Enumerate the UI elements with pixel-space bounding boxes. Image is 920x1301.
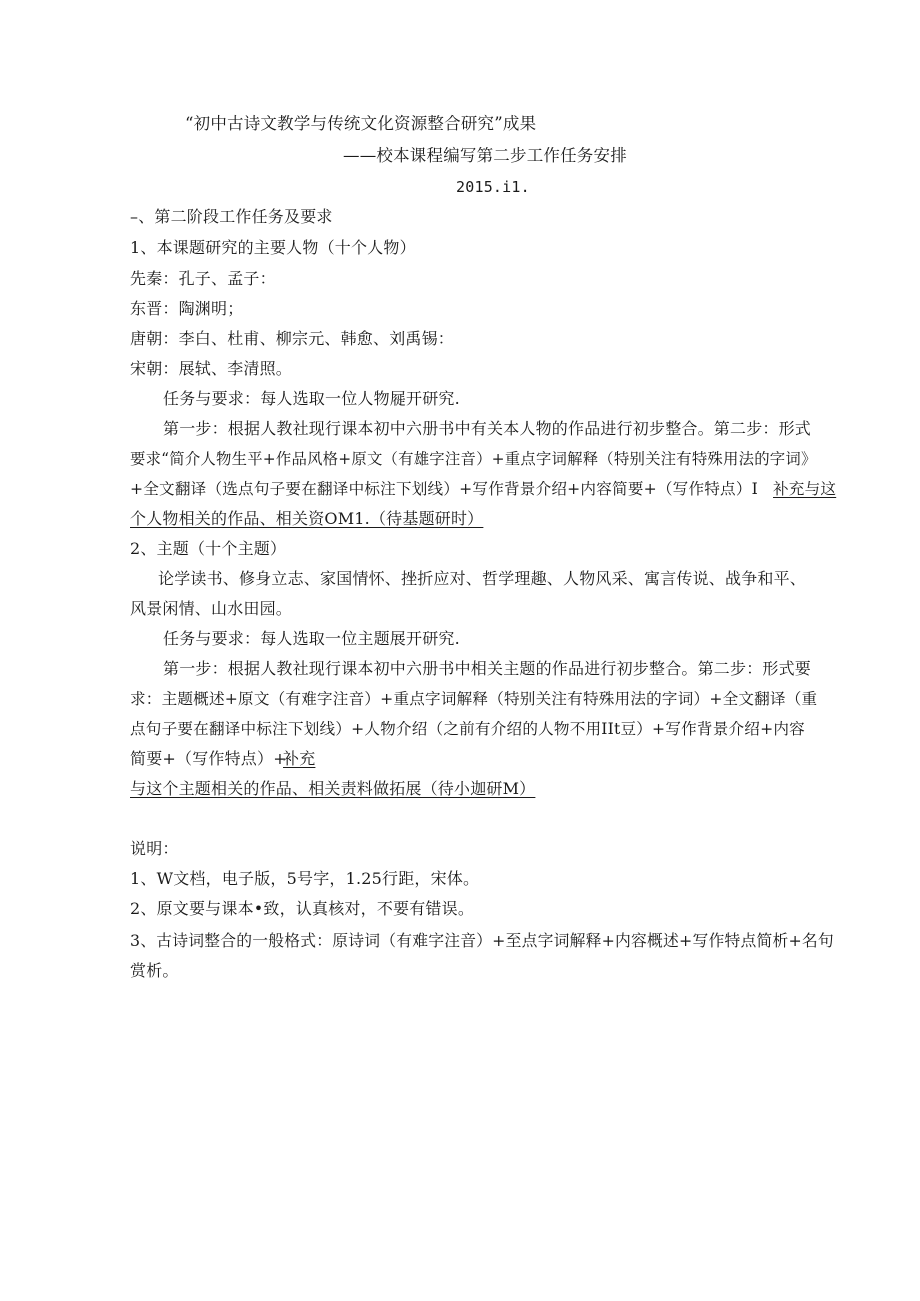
item2-step-line: 第一步：根据人教社现行课本初中六册书中相关主题的作品进行初步整合。第二步：形式要 <box>163 659 812 678</box>
item1-step-line: 第一步：根据人教社现行课本初中六册书中有关本人物的作品进行初步整合。第二步：形式 <box>163 419 812 438</box>
themes-line: 论学读书、修身立志、家国情怀、挫折应对、哲学理趣、人物风采、寓言传说、战争和平、 <box>158 569 807 588</box>
item2-task: 任务与要求：每人选取一位主题展开研究. <box>163 629 460 648</box>
item1-step-underlined: 补充与这 <box>773 480 837 498</box>
doc-title: “初中古诗文教学与传统文化资源整合研究”成果 <box>185 114 537 133</box>
note-item: 1、W文档，电子版，5号字，1.25行距，宋体。 <box>130 869 480 888</box>
section-heading: –、第二阶段工作任务及要求 <box>130 207 333 226</box>
note-item: 3、古诗词整合的一般格式：原诗词（有难字注音）+至点字词解释+内容概述+写作特点简析+名句 <box>130 931 834 950</box>
people-line-pre-qin: 先秦：孔子、孟子： <box>130 269 276 288</box>
doc-subtitle: ——校本课程编写第二步工作任务安排 <box>343 146 627 165</box>
item2-step-underlined: 与这个主题相关的作品、相关责料做拓展（待小迦研M） <box>130 779 536 798</box>
item1-step-underlined: 个人物相关的作品、相关资OM1.（待基题研时） <box>130 509 484 528</box>
item1-heading: 1、本课题研究的主要人物（十个人物） <box>130 238 416 257</box>
people-line-dongjin: 东晋：陶渊明； <box>130 299 244 318</box>
notes-heading: 说明： <box>130 839 179 858</box>
item2-heading: 2、主题（十个主题） <box>130 539 287 558</box>
item2-step-line: 点句子要在翻译中标注下划线）+人物介绍（之前有介绍的人物不用IIt豆）+写作背景介绍+内容 <box>130 720 805 738</box>
doc-date: 2015.i1. <box>456 178 530 196</box>
item1-step-line: 要求“简介人物生平+作品风格+原文（有雄字注音）+重点字词解释（特别关注有特殊用法的字词》 <box>130 450 817 468</box>
item2-step-line: 简要+（写作特点）+ <box>130 749 287 768</box>
item1-step-line: +全文翻译（选点句子要在翻译中标注下划线）+写作背景介绍+内容简要+（写作特点）I <box>130 480 758 498</box>
note-item: 赏析。 <box>130 961 179 980</box>
item2-step-underlined: 补充 <box>283 749 316 768</box>
people-line-tang: 唐朝：李白、杜甫、柳宗元、韩愈、刘禹锡： <box>130 329 455 348</box>
themes-line: 风景闲情、山水田园。 <box>130 599 293 618</box>
item2-step-line: 求：主题概述+原文（有难字注音）+重点字词解释（特别关注有特殊用法的字词）+全文翻译（重 <box>130 690 818 708</box>
note-item: 2、原文要与课本•致，认真核对，不要有错误。 <box>130 899 475 918</box>
people-line-song: 宋朝：展轼、李清照。 <box>130 359 293 378</box>
item1-task: 任务与要求：每人选取一位人物屣开研究. <box>163 389 460 408</box>
